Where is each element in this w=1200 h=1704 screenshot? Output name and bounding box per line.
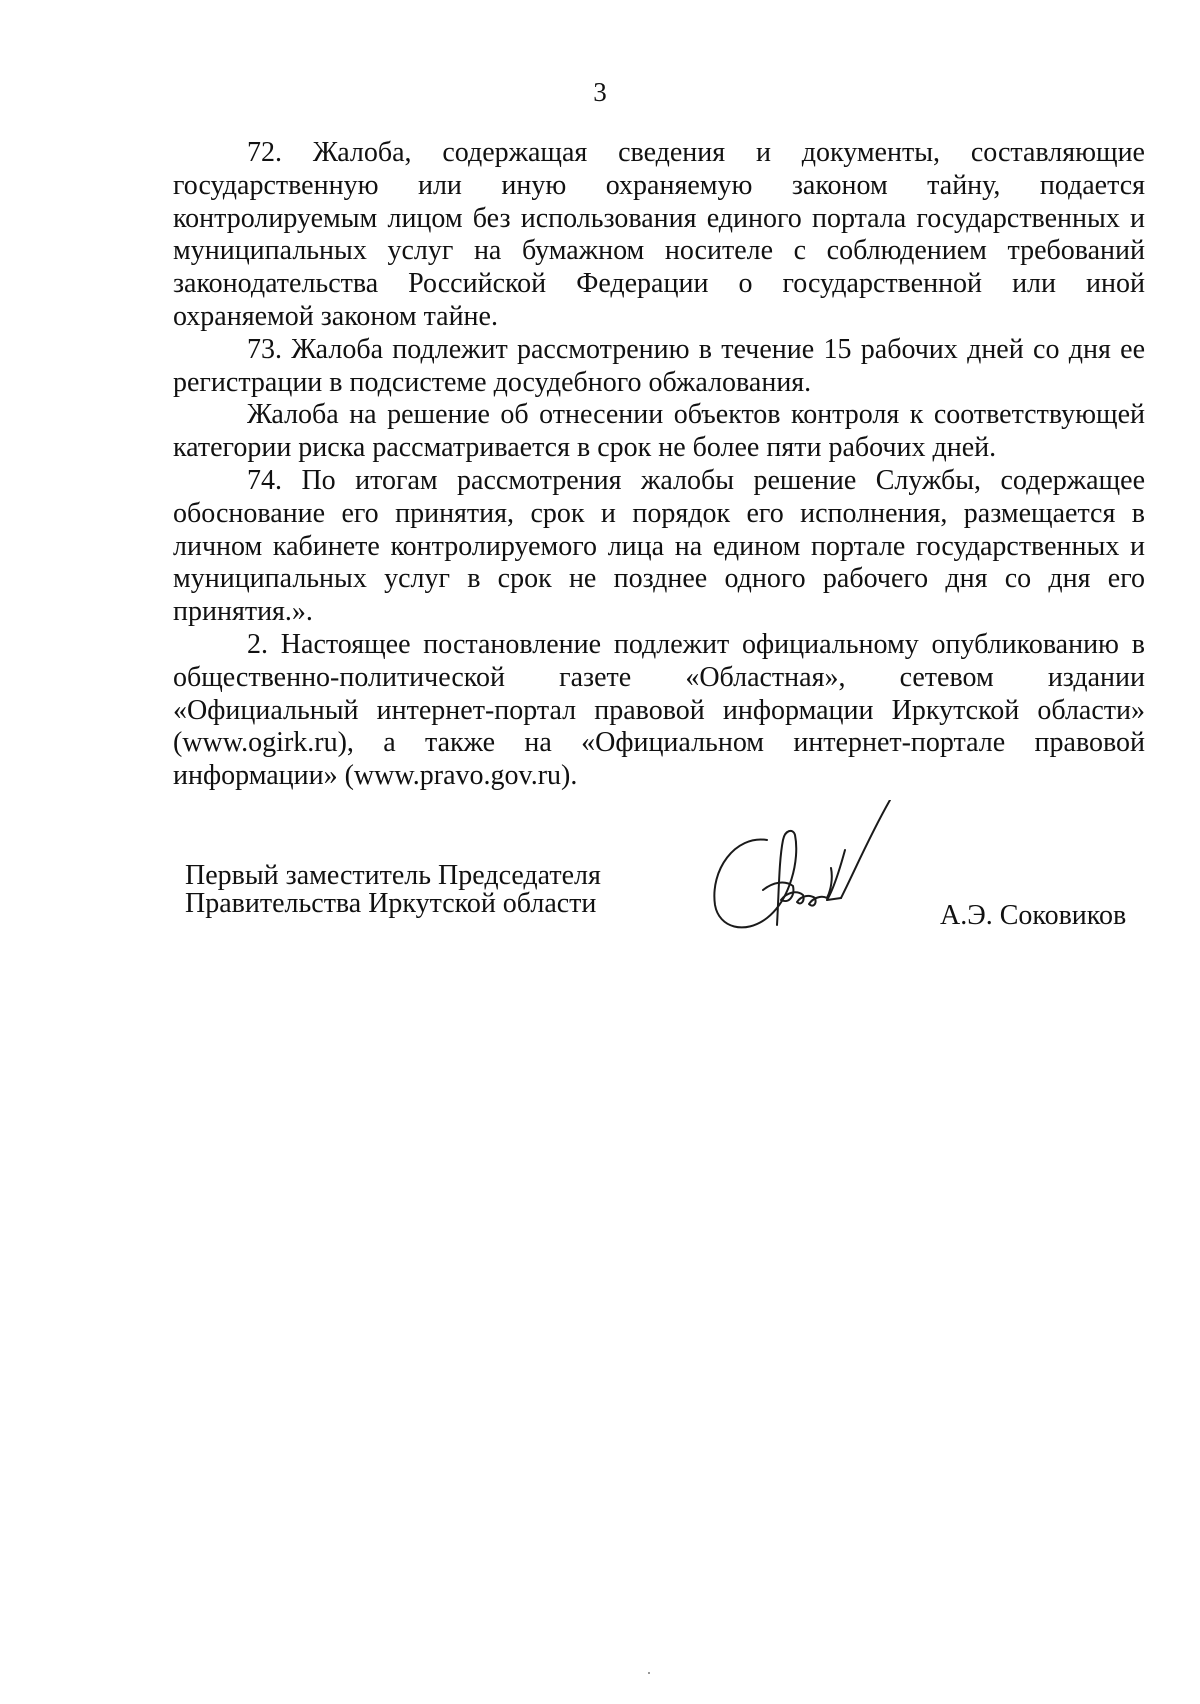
handwritten-signature xyxy=(705,800,935,940)
page-number: 3 xyxy=(593,77,607,107)
scan-speck xyxy=(648,1672,650,1674)
document-body xyxy=(173,137,1145,793)
paragraph-72: 72. Жалоба, содержащая сведения и документы, составляющие государственную или иную охраняемую законом тайну, подается контролируемым лицом без использования единого портала государственных и муниципальных услуг на бумажном носителе с соблюдением требований законодательства Российской Федерации о государственной или иной охраняемой законом тайне. xyxy=(173,137,1145,332)
signatory-position-line-1: Первый заместитель Председателя xyxy=(185,860,601,891)
paragraph-73: 73. Жалоба подлежит рассмотрению в течение 15 рабочих дней со дня ее регистрации в подсистеме досудебного обжалования. xyxy=(173,333,1145,398)
paragraph-73-continued: Жалоба на решение об отнесении объектов контроля к соответствующей категории риска рассматривается в срок не более пяти рабочих дней. xyxy=(173,399,1145,464)
signatory-position-line-2: Правительства Иркутской области xyxy=(185,888,597,919)
signatory-name: А.Э. Соковиков xyxy=(940,900,1127,931)
signatory-position xyxy=(185,862,645,918)
signature-block xyxy=(0,800,1200,960)
paragraph-74: 74. По итогам рассмотрения жалобы решение Службы, содержащее обоснование его принятия, срок и порядок его исполнения, размещается в личном кабинете контролируемого лица на едином портале государственных и муниципальных услуг в срок не позднее одного рабочего дня со дня его принятия.». xyxy=(173,464,1145,628)
paragraph-2-publication: 2. Настоящее постановление подлежит официальному опубликованию в общественно-политической газете «Областная», сетевом издании «Официальный интернет-портал правовой информации Иркутской области» (www.ogirk.ru), а также на «Официальном интернет-портале правовой информации» (www.pravo.gov.ru). xyxy=(173,628,1145,792)
